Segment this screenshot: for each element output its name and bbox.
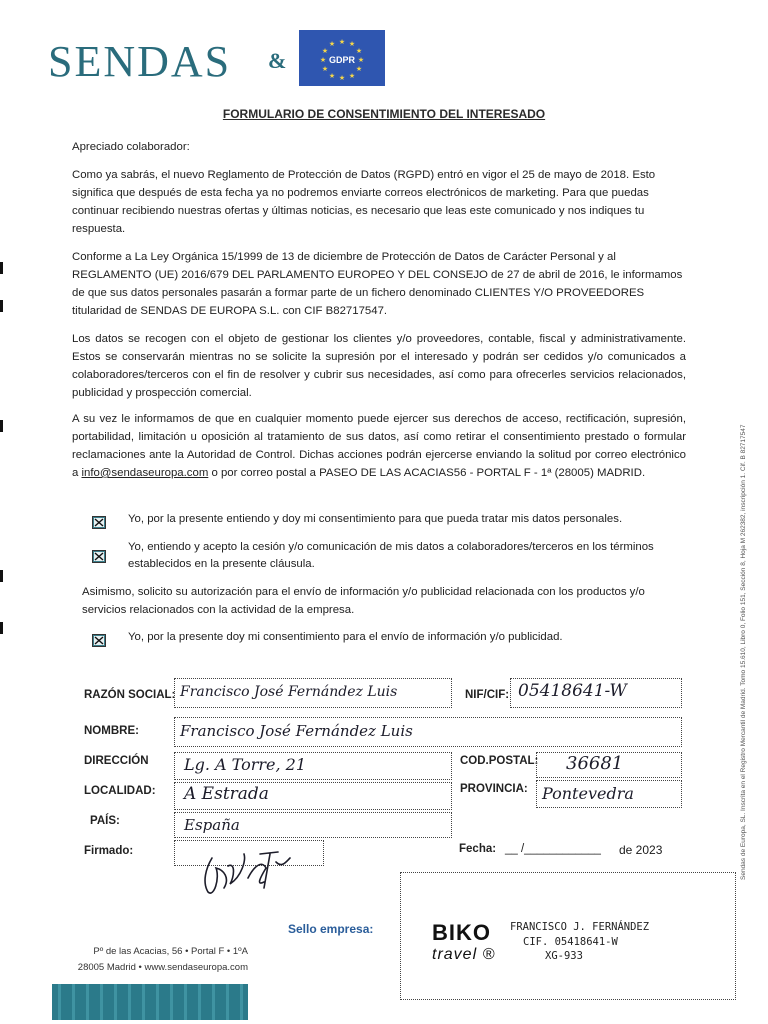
legal-paragraph: Conforme a La Ley Orgánica 15/1999 de 13 de diciembre de Protección de Datos de Carácter Personal y al REGLAMENTO (UE) 2016/679 DEL PARLAMENTO EUROPEO Y DEL CONSEJO de 27 de abril de 2016, le informamos de que sus datos personales pasarán a formar parte de un fichero denominado CLIENTES Y/O PROVEEDORES titularidad de SENDAS DE EUROPA S.L. con CIF B82717547. <box>72 251 683 317</box>
gdpr-stars-icon <box>299 30 385 86</box>
codpostal-label: COD.POSTAL: <box>460 755 539 767</box>
nif-value: 05418641-W <box>518 681 627 701</box>
localidad-value: A Estrada <box>184 784 269 804</box>
svg-text:★: ★ <box>355 47 363 55</box>
svg-text:★: ★ <box>357 56 365 64</box>
pais-label: PAÍS: <box>90 815 120 827</box>
fecha-blank[interactable]: __ /____________ <box>505 843 601 855</box>
greeting: Apreciado colaborador: <box>72 141 190 153</box>
localidad-label: LOCALIDAD: <box>84 785 156 797</box>
direccion-label: DIRECCIÓN <box>84 755 149 767</box>
svg-text:★: ★ <box>355 65 363 73</box>
form-title: FORMULARIO DE CONSENTIMIENTO DEL INTERESADO <box>222 107 546 121</box>
svg-text:★: ★ <box>338 38 346 46</box>
nombre-label: NOMBRE: <box>84 725 139 737</box>
svg-text:★: ★ <box>321 65 329 73</box>
registry-side-note: Sendas de Europa, SL. Inscrita en el Registro Mercantil de Madrid. Tomo 15.610, Libro 0, Folio 151, Sección 8, Hoja M 262382, inscripción 1. Cif. B 82717547 <box>740 424 747 880</box>
svg-text:GDPR: GDPR <box>328 55 356 65</box>
stamp-name: FRANCISCO J. FERNÁNDEZ <box>510 921 650 933</box>
intro-paragraph: Como ya sabrás, el nuevo Reglamento de Protección de Datos (RGPD) entró en vigor el 25 de mayo de 2018. Esto significa que después de esta fecha ya no podremos enviarte correos electrónicos de marketing. Para que puedas continuar recibiendo nuestras ofertas y últimas noticias, es necesario que leas este comunicado y nos indiques tu respuesta. <box>72 169 656 235</box>
direccion-value: Lg. A Torre, 21 <box>184 755 307 774</box>
fecha-year: de 2023 <box>619 843 663 857</box>
consent-data-label: Yo, por la presente entiendo y doy mi consentimiento para que pueda tratar mis datos personales. <box>128 513 623 525</box>
consent-share-label: Yo, entiendo y acepto la cesión y/o comunicación de mis datos a colaboradores/terceros en los términos establecidos en la presente cláusula. <box>128 541 654 570</box>
codpostal-value: 36681 <box>566 753 624 774</box>
svg-text:★: ★ <box>328 40 336 48</box>
scan-edge-mark <box>0 262 3 274</box>
checkmark-icon <box>93 517 105 528</box>
purpose-paragraph: Los datos se recogen con el objeto de gestionar los clientes y/o proveedores, contable, fiscal y administrativamente. Estos se conservarán mientras no se solicite la supresión por el interesado y podrán ser cedidos y/o comunicados a colaboradores/terceros con el fin de resolver y cubrir sus necesidades, así como para ofrecerles servicios relacionados, publicidad y prospección comercial. <box>72 333 686 399</box>
nif-label: NIF/CIF: <box>465 689 510 701</box>
svg-text:★: ★ <box>319 56 327 64</box>
stamp-cif: CIF. 05418641-W <box>523 936 618 948</box>
sello-label: Sello empresa: <box>288 922 374 936</box>
svg-text:★: ★ <box>338 74 346 82</box>
scan-edge-mark <box>0 570 3 582</box>
checkmark-icon <box>93 635 105 646</box>
handwritten-signature <box>190 848 300 900</box>
scan-edge-mark <box>0 300 3 312</box>
razon-social-label: RAZÓN SOCIAL: <box>84 689 176 701</box>
consent-marketing-checkbox[interactable] <box>92 634 106 647</box>
footer-address <box>40 944 248 976</box>
rights-address-text: o por correo postal a PASEO DE LAS ACACIAS56 - PORTAL F - 1ª (28005) MADRID. <box>208 467 646 479</box>
brand-logo: SENDAS <box>48 37 232 86</box>
fecha-label: Fecha: <box>459 843 497 855</box>
svg-text:★: ★ <box>348 72 356 80</box>
checkmark-icon <box>93 551 105 562</box>
svg-text:★: ★ <box>321 47 329 55</box>
stamp-code: XG-933 <box>545 950 583 962</box>
gdpr-badge <box>299 30 385 86</box>
provincia-label: PROVINCIA: <box>460 783 528 795</box>
contact-email-link[interactable]: info@sendaseuropa.com <box>81 467 209 479</box>
pais-value: España <box>184 816 240 834</box>
consent-data-checkbox[interactable] <box>92 516 106 529</box>
rights-text: A su vez le informamos de que en cualquier momento puede ejercer sus derechos de acceso, rectificación, supresión, portabilidad, limitación u oposición al tratamiento de sus datos, así como retirar el consentimiento prestado o formular reclamaciones ante la Autoridad de Control. Dichas acciones podrán ejercerse enviando la solitud por correo electrónico a <box>72 413 686 479</box>
firmado-label: Firmado: <box>84 845 134 857</box>
svg-text:★: ★ <box>328 72 336 80</box>
brand-ampersand: & <box>268 48 287 73</box>
nombre-value: Francisco José Fernández Luis <box>180 722 413 740</box>
svg-text:★: ★ <box>348 40 356 48</box>
stamp-subbrand: travel ® <box>432 946 496 963</box>
scan-edge-mark <box>0 622 3 634</box>
stamp-brand: BIKO <box>432 920 491 945</box>
marketing-paragraph: Asimismo, solicito su autorización para el envío de información y/o publicidad relacionada con los productos y/o servicios relacionados con la actividad de la empresa. <box>82 586 645 616</box>
razon-social-value: Francisco José Fernández Luis <box>180 684 398 700</box>
footer-address-line: 28005 Madrid • www.sendaseuropa.com <box>77 962 248 973</box>
footer-decorative-band <box>52 984 248 1020</box>
rights-paragraph <box>72 410 686 482</box>
footer-address-line: Pº de las Acacias, 56 • Portal F • 1ºA <box>93 946 248 957</box>
scan-edge-mark <box>0 420 3 432</box>
consent-share-checkbox[interactable] <box>92 550 106 563</box>
provincia-value: Pontevedra <box>542 784 634 803</box>
consent-marketing-label: Yo, por la presente doy mi consentimiento para el envío de información y/o publicidad. <box>128 631 563 643</box>
